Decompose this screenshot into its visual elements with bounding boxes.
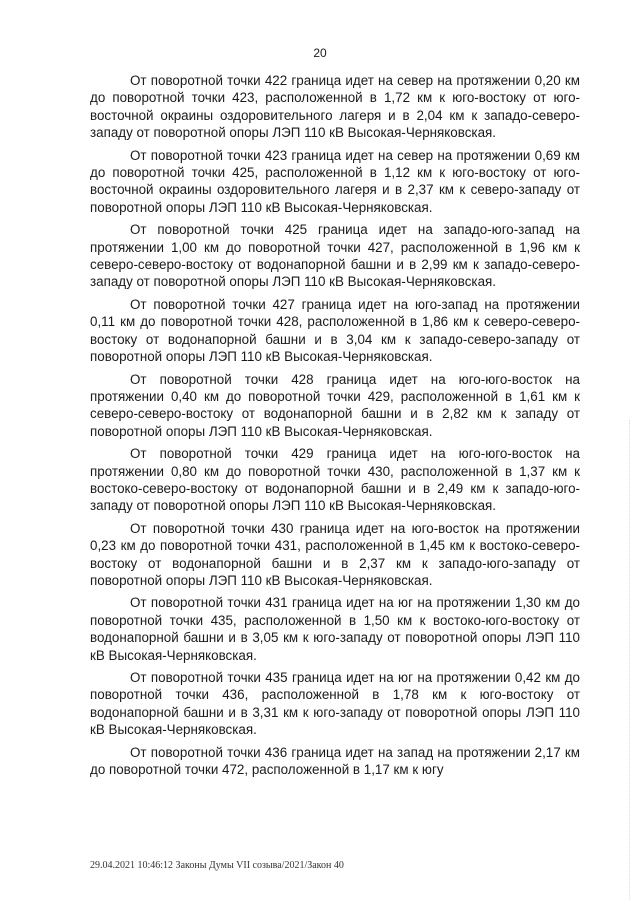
document-body — [90, 72, 580, 783]
paragraph: От поворотной точки 435 граница идет на юг на протяжении 0,42 км до поворотной точки 436, расположенной в 1,78 км к юго-востоку от водонапорной башни и в 3,31 км к юго-западу от поворотной опоры ЛЭП 110 кВ Высокая-Черняковская. — [90, 670, 580, 738]
paragraph: От поворотной точки 425 граница идет на западо-юго-запад на протяжении 1,00 км до поворотной точки 427, расположенной в 1,96 км к северо-северо-востоку от водонапорной башни и в 2,99 км к западо-северо-западу от поворотной опоры ЛЭП 110 кВ Высокая-Черняковская. — [90, 222, 580, 290]
paragraph: От поворотной точки 430 граница идет на юго-восток на протяжении 0,23 км до поворотной точки 431, расположенной в 1,45 км к востоко-северо-востоку от водонапорной башни и в 2,37 км к западо-юго-западу от поворотной опоры ЛЭП 110 кВ Высокая-Черняковская. — [90, 520, 580, 588]
paragraph: От поворотной точки 427 граница идет на юго-запад на протяжении 0,11 км до поворотной точки 428, расположенной в 1,86 км к северо-северо-востоку от водонапорной башни и в 3,04 км к западо-северо-западу от поворотной опоры ЛЭП 110 кВ Высокая-Черняковская. — [90, 296, 580, 365]
margin-stamp — [629, 420, 636, 900]
document-footer: 29.04.2021 10:46:12 Законы Думы VII созыва/2021/Закон 40 — [90, 860, 344, 871]
paragraph: От поворотной точки 431 граница идет на юг на протяжении 1,30 км до поворотной точки 435, расположенной в 1,50 км к востоко-юго-востоку от водонапорной башни и в 3,05 км к юго-западу от поворотной опоры ЛЭП 110 кВ Высокая-Черняковская. — [90, 595, 580, 663]
page-number: 20 — [313, 46, 327, 60]
paragraph: От поворотной точки 423 граница идет на север на протяжении 0,69 км до поворотной точки 425, расположенной в 1,12 км к юго-востоку от юго-восточной окраины оздоровительного лагеря и в 2,37 км к северо-западу от поворотной опоры ЛЭП 110 кВ Высокая-Черняковская. — [90, 147, 580, 215]
paragraph: От поворотной точки 428 граница идет на юго-юго-восток на протяжении 0,40 км до поворотной точки 429, расположенной в 1,61 км к северо-северо-востоку от водонапорной башни и в 2,82 км к западу от поворотной опоры ЛЭП 110 кВ Высокая-Черняковская. — [90, 371, 580, 439]
paragraph: От поворотной точки 436 граница идет на запад на протяжении 2,17 км до поворотной точки 472, расположенной в 1,17 км к югу — [90, 744, 580, 778]
paragraph: От поворотной точки 429 граница идет на юго-юго-восток на протяжении 0,80 км до поворотной точки 430, расположенной в 1,37 км к востоко-северо-востоку от водонапорной башни и в 2,49 км к западо-юго-западу от поворотной опоры ЛЭП 110 кВ Высокая-Черняковская. — [90, 446, 580, 514]
paragraph: От поворотной точки 422 граница идет на север на протяжении 0,20 км до поворотной точки 423, расположенной в 1,72 км к юго-востоку от юго-восточной окраины оздоровительного лагеря и в 2,04 км к западо-северо-западу от поворотной опоры ЛЭП 110 кВ Высокая-Черняковская. — [90, 73, 580, 141]
